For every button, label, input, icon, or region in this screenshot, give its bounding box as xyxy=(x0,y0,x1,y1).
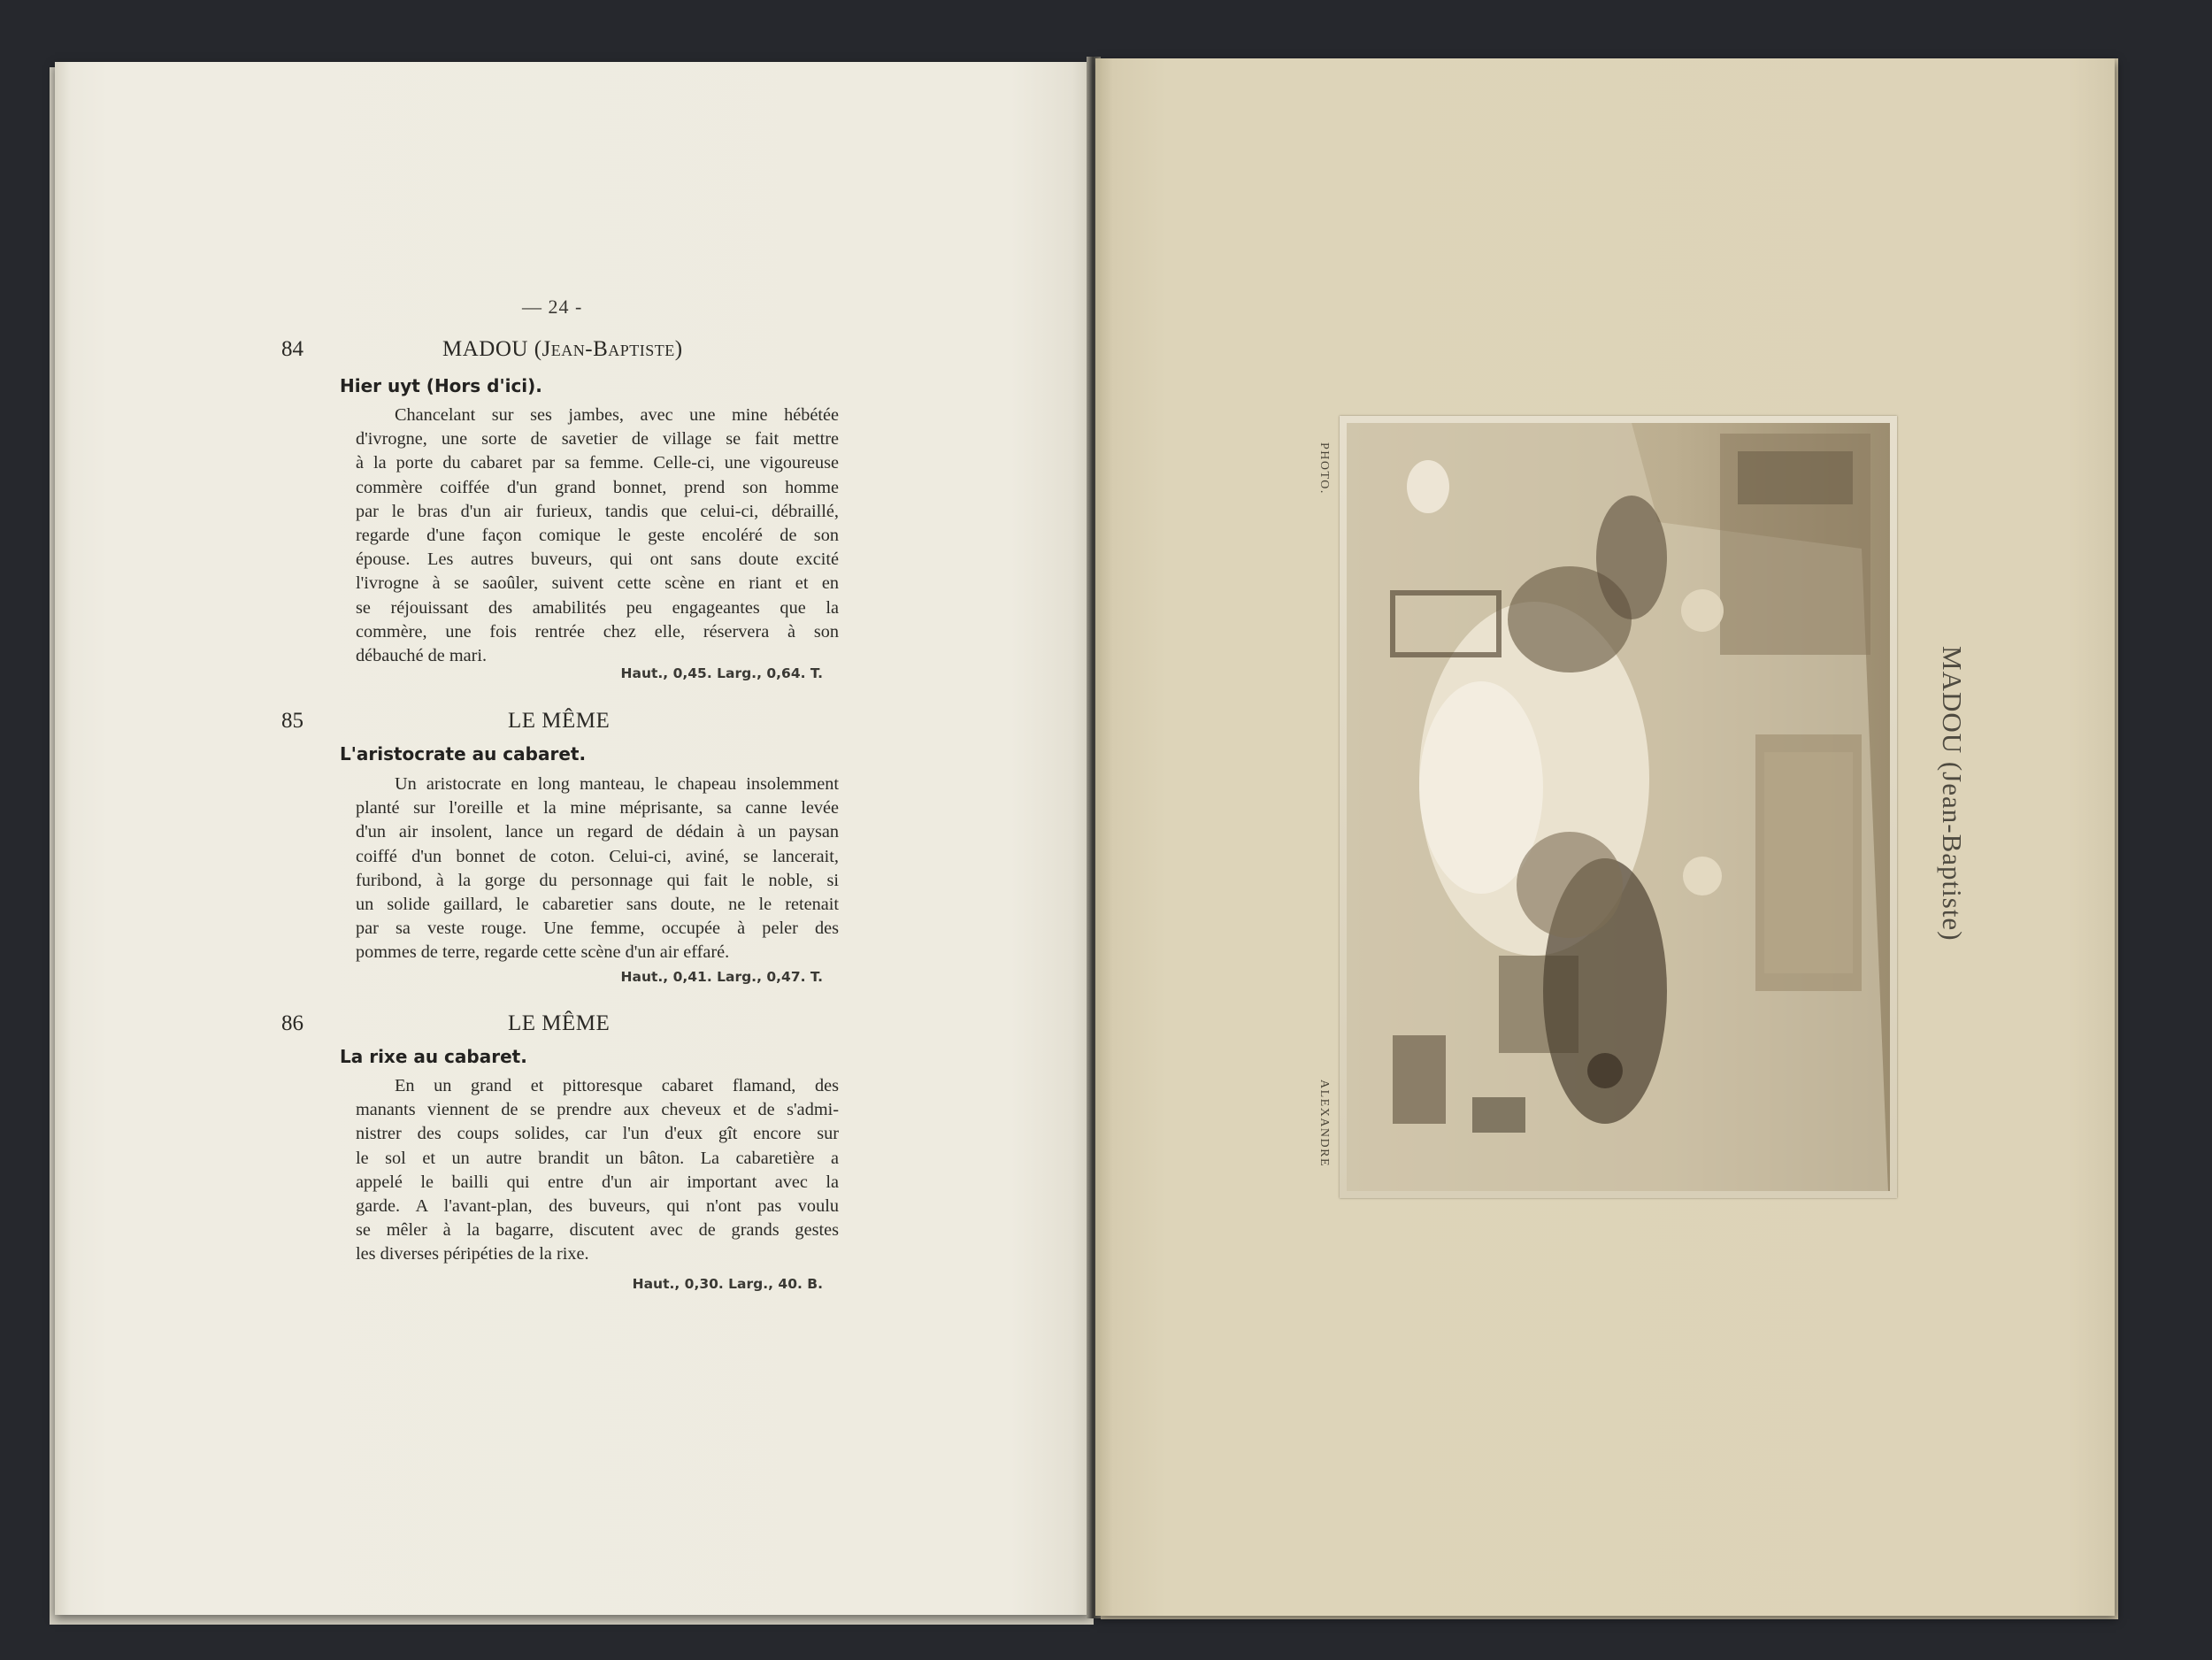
description-line: regarde d'une façon comique le geste encoléré de son xyxy=(356,526,839,546)
entry-dimensions: Haut., 0,45. Larg., 0,64. T. xyxy=(620,665,823,681)
description-line: à la porte du cabaret par sa femme. Celle-ci, une vigoureuse xyxy=(356,453,839,473)
entry-description xyxy=(356,772,839,965)
entry-number: 85 xyxy=(281,709,303,733)
description-line: d'un air insolent, lance un regard de dédain à un paysan xyxy=(356,822,839,842)
description-line: manants viennent de se prendre aux cheveux et de s'admi- xyxy=(356,1100,839,1120)
entry-description xyxy=(356,1074,839,1267)
description-line: épouse. Les autres buveurs, qui ont sans doute excité xyxy=(356,549,839,570)
description-line: furibond, à la gorge du personnage qui fait le noble, si xyxy=(356,870,839,890)
description-line: commère, une fois rentrée chez elle, réservera à son xyxy=(356,621,839,642)
plate-caption: MADOU (Jean-Baptiste) xyxy=(1937,646,1968,941)
description-line: Un aristocrate en long manteau, le chapeau insolemment xyxy=(395,774,839,794)
description-line: un solide gaillard, le cabaretier sans doute, ne le retenait xyxy=(356,895,839,915)
description-line: se mêler à la bagarre, discutent avec de grands gestes xyxy=(356,1220,839,1241)
entry-number: 86 xyxy=(281,1011,303,1035)
description-line: nistrer des coups solides, car l'un d'eux gît encore sur xyxy=(356,1124,839,1144)
description-line: coiffé d'un bonnet de coton. Celui-ci, aviné, se lancerait, xyxy=(356,846,839,866)
entry-title: La rixe au cabaret. xyxy=(340,1046,527,1067)
page-number: — 24 - xyxy=(522,296,583,318)
description-line: l'ivrogne à se saoûler, suivent cette scène en riant et en xyxy=(356,573,839,594)
tavern-scene-image xyxy=(1340,416,1897,1198)
description-line: débauché de mari. xyxy=(356,646,488,666)
entry-heading: LE MÊME xyxy=(508,709,611,733)
photo-credit: PHOTO. xyxy=(1317,442,1331,495)
description-line: planté sur l'oreille et la mine méprisante, sa canne levée xyxy=(356,798,839,818)
entry-title xyxy=(340,375,542,396)
artist-forename: (Jean-Baptiste) xyxy=(534,337,683,361)
description-line: appelé le bailli qui entre d'un air important avec la xyxy=(356,1172,839,1192)
entry-number: 84 xyxy=(281,337,303,361)
description-line: En un grand et pittoresque cabaret flamand, des xyxy=(395,1076,839,1095)
description-line: Chancelant sur ses jambes, avec une mine hébétée xyxy=(395,405,839,425)
description-line: d'ivrogne, une sorte de savetier de village se fait mettre xyxy=(356,429,839,450)
entry-heading: LE MÊME xyxy=(508,1011,611,1035)
entry-description xyxy=(356,403,839,668)
entry-dimensions: Haut., 0,41. Larg., 0,47. T. xyxy=(620,969,823,985)
mounted-photograph xyxy=(1340,416,1897,1198)
description-line: par le bras d'un air furieux, tandis que celui-ci, débraillé, xyxy=(356,501,839,521)
entry-heading xyxy=(442,337,683,362)
description-line: les diverses péripéties de la rixe. xyxy=(356,1244,589,1264)
description-line: par sa veste rouge. Une femme, occupée à peler des xyxy=(356,918,839,939)
entry-dimensions: Haut., 0,30. Larg., 40. B. xyxy=(632,1276,823,1292)
entry-title: L'aristocrate au cabaret. xyxy=(340,743,587,765)
description-line: se réjouissant des amabilités peu engageantes que la xyxy=(356,597,839,618)
description-line: le sol et un autre brandit un bâton. La cabaretière a xyxy=(356,1148,839,1168)
description-line: commère coiffée d'un grand bonnet, prend son homme xyxy=(356,477,839,497)
description-line: pommes de terre, regarde cette scène d'un air effaré. xyxy=(356,942,730,963)
artist-surname: MADOU xyxy=(442,337,528,361)
description-line: garde. A l'avant-plan, des buveurs, qui n'ont pas voulu xyxy=(356,1196,839,1217)
title-flemish: Hier uyt xyxy=(340,375,420,396)
title-french: (Hors d'ici). xyxy=(426,375,542,396)
photographer-name: ALEXANDRE xyxy=(1317,1080,1331,1168)
